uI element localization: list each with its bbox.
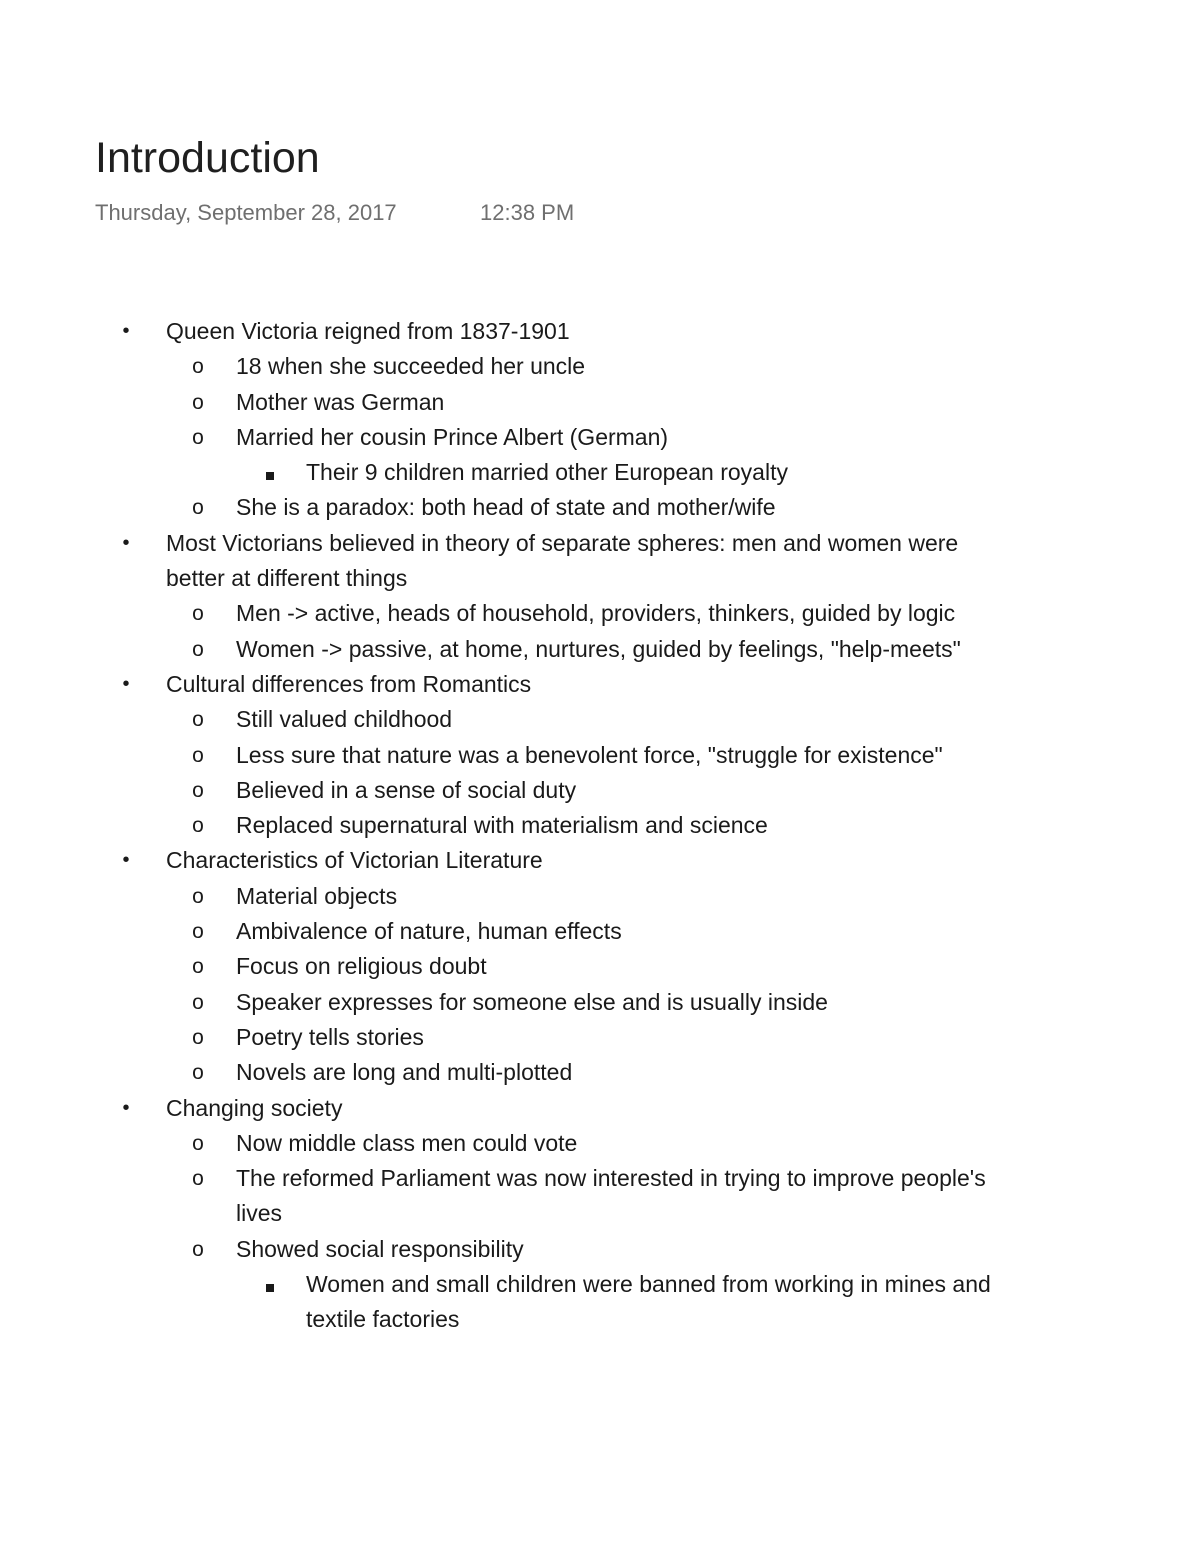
list-item-text: Women and small children were banned from working in mines and textile factories [306,1271,991,1333]
list-item-text: Material objects [236,882,398,909]
list-item-text: Now middle class men could vote [236,1129,578,1156]
bullet-circle-icon: o [192,1025,204,1049]
bullet-circle-icon: o [192,1237,204,1261]
list-item-text: Queen Victoria reigned from 1837-1901 [166,318,570,344]
bullet-circle-icon: o [192,602,204,626]
list-item-text: Characteristics of Victorian Literature [166,847,543,874]
list-item-text: Replaced supernatural with materialism and science [236,812,768,839]
list-item-text: Novels are long and multi-plotted [236,1059,573,1086]
bullet-circle-icon: o [192,1131,204,1155]
bullet-dot-icon: • [122,1096,130,1119]
list-item-text: Men -> active, heads of household, providers, thinkers, guided by logic [236,600,956,627]
bullet-circle-icon: o [192,1167,204,1191]
bullet-dot-icon: • [122,531,130,554]
list-item-text: The reformed Parliament was now interested in trying to improve people's lives [236,1165,986,1227]
list-item [0,1161,1200,1232]
list-item [0,526,1200,597]
list-item [0,1055,1200,1090]
list-item-text: Still valued childhood [236,706,453,733]
list-item-text: Married her cousin Prince Albert (German) [236,423,669,450]
list-item-text: Their 9 children married other European royalty [306,459,788,486]
list-item-text: Women -> passive, at home, nurtures, guided by feelings, "help-meets" [236,635,961,662]
list-item-text: Most Victorians believed in theory of separate spheres: men and women were better at different things [166,529,959,592]
list-item [0,985,1200,1020]
list-item-text: Cultural differences from Romantics [166,670,532,697]
bullet-circle-icon: o [192,355,204,379]
list-item-text: Mother was German [236,388,445,415]
bullet-circle-icon: o [192,884,204,908]
list-item [0,949,1200,984]
list-item [0,1091,1200,1126]
list-item [0,1020,1200,1055]
list-item [0,632,1200,667]
list-item-text: Speaker expresses for someone else and is usually inside [236,988,828,1015]
bullet-circle-icon: o [192,955,204,979]
page-title: Introduction [95,134,320,182]
bullet-dot-icon: • [122,849,130,872]
bullet-circle-icon: o [192,814,204,838]
note-date: Thursday, September 28, 2017 [95,200,397,225]
list-item [0,314,1200,349]
list-item-text: Less sure that nature was a benevolent force, "struggle for existence" [236,741,943,768]
bullet-circle-icon: o [192,743,204,767]
list-item-text: Believed in a sense of social duty [236,776,577,803]
list-item [0,420,1200,455]
list-item [0,1126,1200,1161]
bullet-circle-icon: o [192,390,204,414]
bullet-circle-icon: o [192,425,204,449]
bullet-dot-icon: • [122,320,130,342]
bullet-circle-icon: o [192,1061,204,1085]
list-item [0,490,1200,525]
list-item-text: Focus on religious doubt [236,953,487,980]
list-item [0,349,1200,384]
list-item-text: Changing society [166,1094,343,1121]
list-item [0,1232,1200,1267]
bullet-square-icon [258,455,282,490]
list-item [0,808,1200,843]
bullet-circle-icon: o [192,920,204,944]
notes-list [0,314,1200,1436]
bullet-circle-icon: o [192,708,204,732]
list-item-text: Ambivalence of nature, human effects [236,918,622,945]
bullet-circle-icon: o [192,778,204,802]
list-item [0,738,1200,773]
bullet-dot-icon: • [122,672,130,695]
list-item [0,702,1200,737]
list-item [0,773,1200,808]
bullet-circle-icon: o [192,637,204,661]
bullet-circle-icon: o [192,496,204,520]
list-item-text: Poetry tells stories [236,1023,424,1050]
list-item [0,879,1200,914]
list-item [0,385,1200,420]
list-item [0,914,1200,949]
list-item [0,843,1200,878]
note-time: 12:38 PM [480,200,575,225]
list-item-text: Showed social responsibility [236,1235,524,1262]
list-item-text: She is a paradox: both head of state and mother/wife [236,494,776,521]
bullet-circle-icon: o [192,990,204,1014]
list-item [0,667,1200,702]
list-item [0,596,1200,631]
bullet-square-icon [258,1267,282,1302]
list-item [0,1267,1200,1338]
list-item [0,455,1200,490]
list-item-text: 18 when she succeeded her uncle [236,353,586,380]
